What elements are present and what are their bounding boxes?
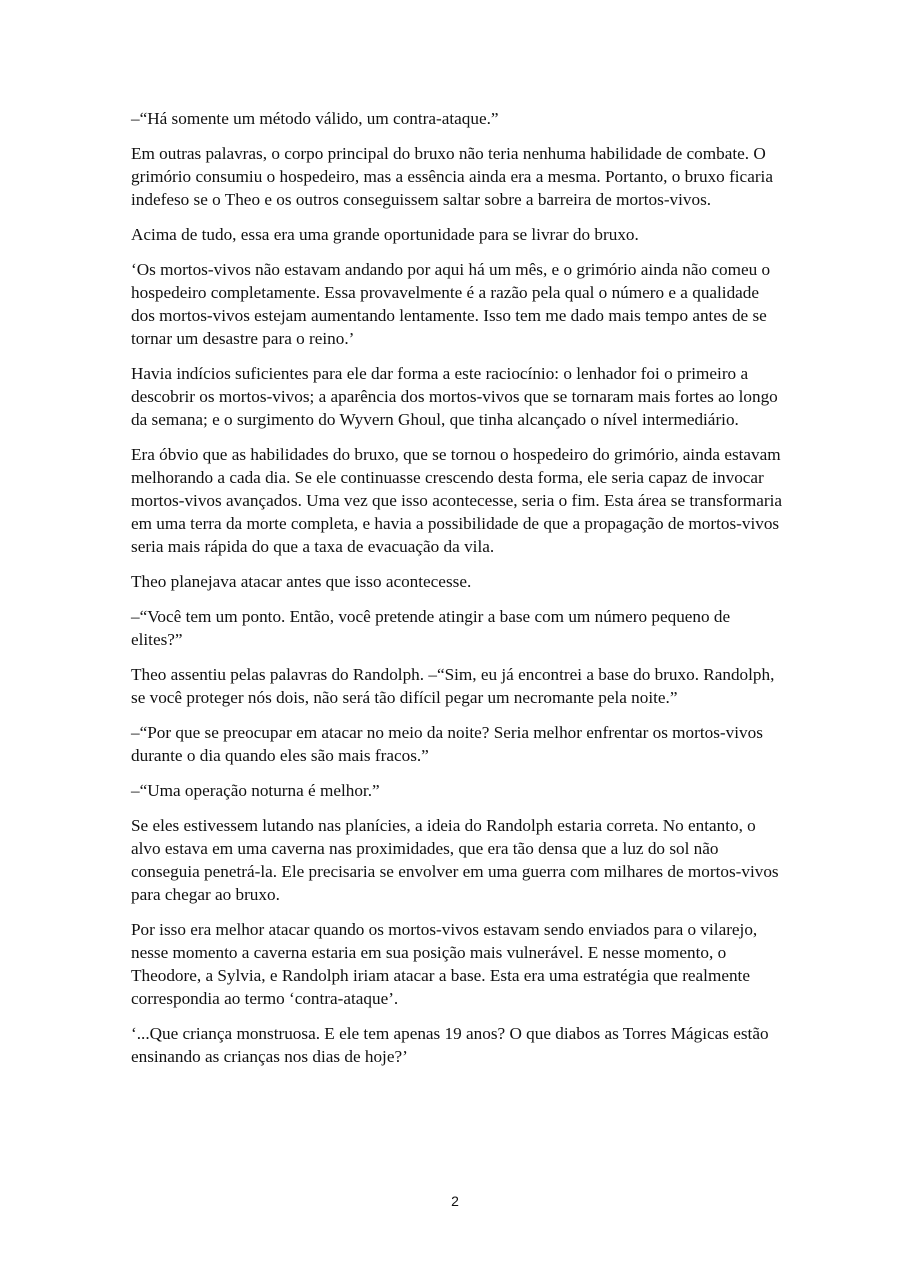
paragraph-12: Se eles estivessem lutando nas planícies, a ideia do Randolph estaria correta. No entanto, o alvo estava em uma caverna nas proximidades, que era tão densa que a luz do sol não conseguia penetrá-la. Ele precisaria se envolver em uma guerra com milhares de mortos-vivos para chegar ao bruxo. bbox=[131, 816, 779, 904]
paragraph-9: Theo assentiu pelas palavras do Randolph. –“Sim, eu já encontrei a base do bruxo. Randolph, se você proteger nós dois, não será tão difícil pegar um necromante pela noite.” bbox=[131, 665, 775, 707]
paragraph-4: ‘Os mortos-vivos não estavam andando por aqui há um mês, e o grimório ainda não comeu o hospedeiro completamente. Essa provavelmente é a razão pela qual o número e a qualidade dos mortos-vivos estejam aumentando lentamente. Isso tem me dado mais tempo antes de se tornar um desastre para o reino.’ bbox=[131, 260, 771, 348]
paragraph-13: Por isso era melhor atacar quando os mortos-vivos estavam sendo enviados para o vilarejo, nesse momento a caverna estaria em sua posição mais vulnerável. E nesse momento, o Theodore, a Sylvia, e Randolph iriam atacar a base. Esta era uma estratégia que realmente correspondia ao termo ‘contra-ataque’. bbox=[131, 920, 758, 1008]
document-page bbox=[131, 107, 783, 1080]
paragraph-14: ‘...Que criança monstruosa. E ele tem apenas 19 anos? O que diabos as Torres Mágicas estão ensinando as crianças nos dias de hoje?’ bbox=[131, 1024, 769, 1066]
paragraph-7: Theo planejava atacar antes que isso acontecesse. bbox=[131, 572, 472, 591]
paragraph-3: Acima de tudo, essa era uma grande oportunidade para se livrar do bruxo. bbox=[131, 225, 639, 244]
paragraph-5: Havia indícios suficientes para ele dar forma a este raciocínio: o lenhador foi o primeiro a descobrir os mortos-vivos; a aparência dos mortos-vivos que se tornaram mais fortes ao longo da semana; e o surgimento do Wyvern Ghoul, que tinha alcançado o nível intermediário. bbox=[131, 364, 778, 429]
paragraph-8: –“Você tem um ponto. Então, você pretende atingir a base com um número pequeno de elites?” bbox=[131, 607, 731, 649]
paragraph-1: –“Há somente um método válido, um contra-ataque.” bbox=[131, 109, 499, 128]
paragraph-10: –“Por que se preocupar em atacar no meio da noite? Seria melhor enfrentar os mortos-vivos durante o dia quando eles são mais fracos.” bbox=[131, 723, 763, 765]
paragraph-11: –“Uma operação noturna é melhor.” bbox=[131, 781, 380, 800]
paragraph-6: Era óbvio que as habilidades do bruxo, que se tornou o hospedeiro do grimório, ainda estavam melhorando a cada dia. Se ele continuasse crescendo desta forma, ele seria capaz de invocar mortos-vivos avançados. Uma vez que isso acontecesse, seria o fim. Esta área se transformaria em uma terra da morte completa, e havia a possibilidade de que a propagação de mortos-vivos seria mais rápida do que a taxa de evacuação da vila. bbox=[131, 445, 782, 556]
page-number: 2 bbox=[451, 1193, 459, 1209]
paragraph-2: Em outras palavras, o corpo principal do bruxo não teria nenhuma habilidade de combate. O grimório consumiu o hospedeiro, mas a essência ainda era a mesma. Portanto, o bruxo ficaria indefeso se o Theo e os outros conseguissem saltar sobre a barreira de mortos-vivos. bbox=[131, 144, 773, 209]
